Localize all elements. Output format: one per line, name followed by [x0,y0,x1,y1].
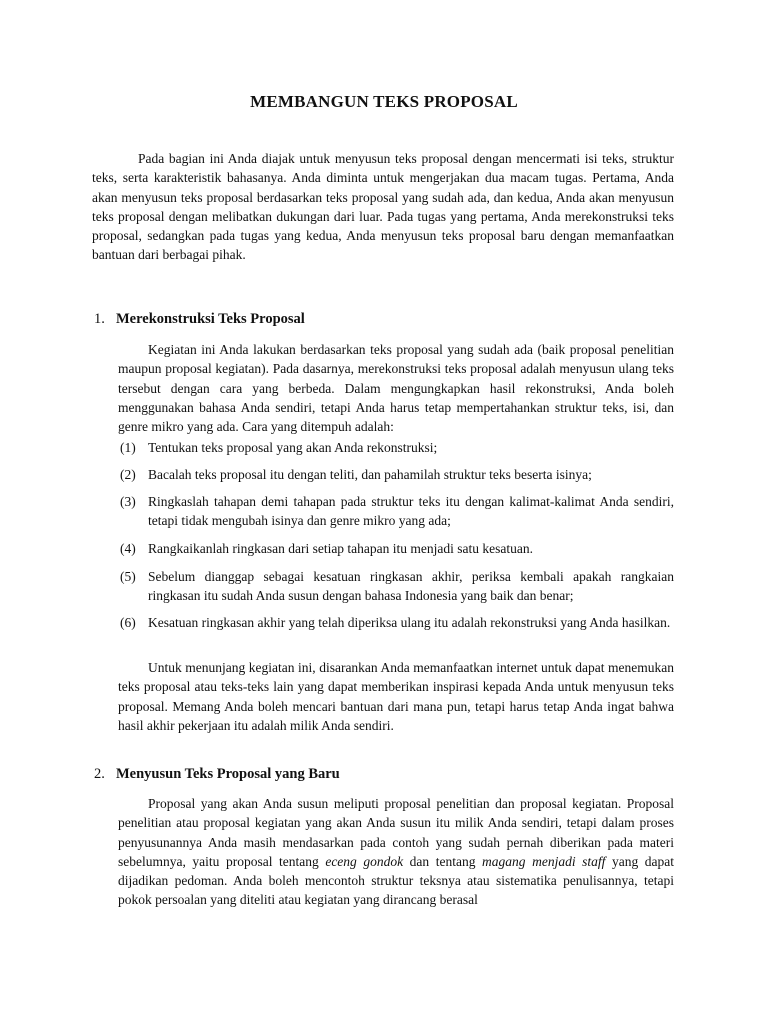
list-item-text: Sebelum dianggap sebagai kesatuan ringkasan akhir, periksa kembali apakah rangkaian ringkasan itu sudah Anda susun dengan bahasa Indonesia yang baik dan benar; [148,569,674,603]
list-item-number: (6) [120,615,136,630]
list-item-text: Tentukan teks proposal yang akan Anda rekonstruksi; [148,440,438,455]
list-item-number: (1) [120,440,136,455]
intro-paragraph: Pada bagian ini Anda diajak untuk menyusun teks proposal dengan mencermati isi teks, struktur teks, serta karakteristik bahasanya. Anda diminta untuk mengerjakan dua macam tugas. Pertama, Anda akan menyusun teks proposal berdasarkan teks proposal yang sudah ada, dan kedua, Anda akan menyusun teks proposal dengan melibatkan dukungan dari luar. Pada tugas yang pertama, Anda merekonstruksi teks proposal, sedangkan pada tugas yang kedua, Anda menyusun teks proposal baru dengan memanfaatkan bantuan dari berbagai pihak. [92,151,674,263]
list-item [120,567,674,605]
list-item-text: Bacalah teks proposal itu dengan teliti, dan pahamilah struktur teks beserta isinya; [148,467,592,482]
section-1-closing-paragraph: Untuk menunjang kegiatan ini, disarankan Anda memanfaatkan internet untuk dapat menemukan teks proposal atau teks-teks lain yang dapat memberikan inspirasi kepada Anda untuk menyusun teks proposal. Memang Anda boleh mencari bantuan dari mana pun, tetapi harus tetap Anda ingat bahwa hasil akhir pekerjaan itu adalah milik Anda sendiri. [118,660,674,733]
section-2-paragraph [118,794,674,910]
list-item [120,465,674,484]
section-1-paragraph: Kegiatan ini Anda lakukan berdasarkan teks proposal yang sudah ada (baik proposal penelitian maupun proposal kegiatan). Pada dasarnya, merekonstruksi teks proposal adalah menyusun ulang teks tersebut dengan cara yang berbeda. Dalam mengungkapkan hasil rekonstruksi, Anda boleh menggunakan bahasa Anda sendiri, tetapi Anda harus tetap mempertahankan struktur teks, isi, dan genre mikro yang ada. Cara yang ditempuh adalah: [118,342,674,435]
section-2-italic-eceng-gondok: eceng gondok [325,853,404,869]
list-item [120,613,674,632]
list-item-text: Ringkaslah tahapan demi tahapan pada struktur teks itu dengan kalimat-kalimat Anda sendiri, tetapi tidak mengubah isinya dan genre mikro yang ada; [148,494,674,528]
list-item [120,539,674,558]
list-item-number: (4) [120,541,136,556]
list-item [120,492,674,530]
section-2-number: 2. [94,766,105,782]
section-2-title: Menyusun Teks Proposal yang Baru [116,766,340,782]
section-1-title: Merekonstruksi Teks Proposal [116,311,305,327]
list-item [120,438,674,457]
section-2-text-part-2: dan tentang [403,853,483,869]
section-2-text-part-1: Proposal yang akan Anda susun meliputi proposal penelitian dan proposal kegiatan. Proposal penelitian atau proposal kegiatan yang akan Anda susun itu milik Anda sendiri, tetapi dalam proses penyusunannya Anda masih mendasarkan pada contoh yang sudah pernah diberikan pada materi sebelumnya, yaitu proposal tentang [118,796,674,869]
section-2-italic-magang: magang menjadi staff [482,853,606,869]
section-1-heading [94,311,305,328]
list-item-number: (3) [120,494,136,509]
section-2-heading [94,766,340,783]
section-1-number: 1. [94,311,105,327]
list-item-text: Rangkaikanlah ringkasan dari setiap tahapan itu menjadi satu kesatuan. [148,541,534,556]
list-item-number: (5) [120,569,136,584]
page-title: MEMBANGUN TEKS PROPOSAL [250,92,518,111]
section-2-text-part-3: yang dapat dijadikan pedoman. Anda boleh mencontoh struktur teksnya atau sistematika penulisannya, tetapi pokok persoalan yang diteliti atau kegiatan yang dirancang berasal [118,853,675,908]
list-item-text: Kesatuan ringkasan akhir yang telah diperiksa ulang itu adalah rekonstruksi yang Anda hasilkan. [148,615,671,630]
list-item-number: (2) [120,467,136,482]
